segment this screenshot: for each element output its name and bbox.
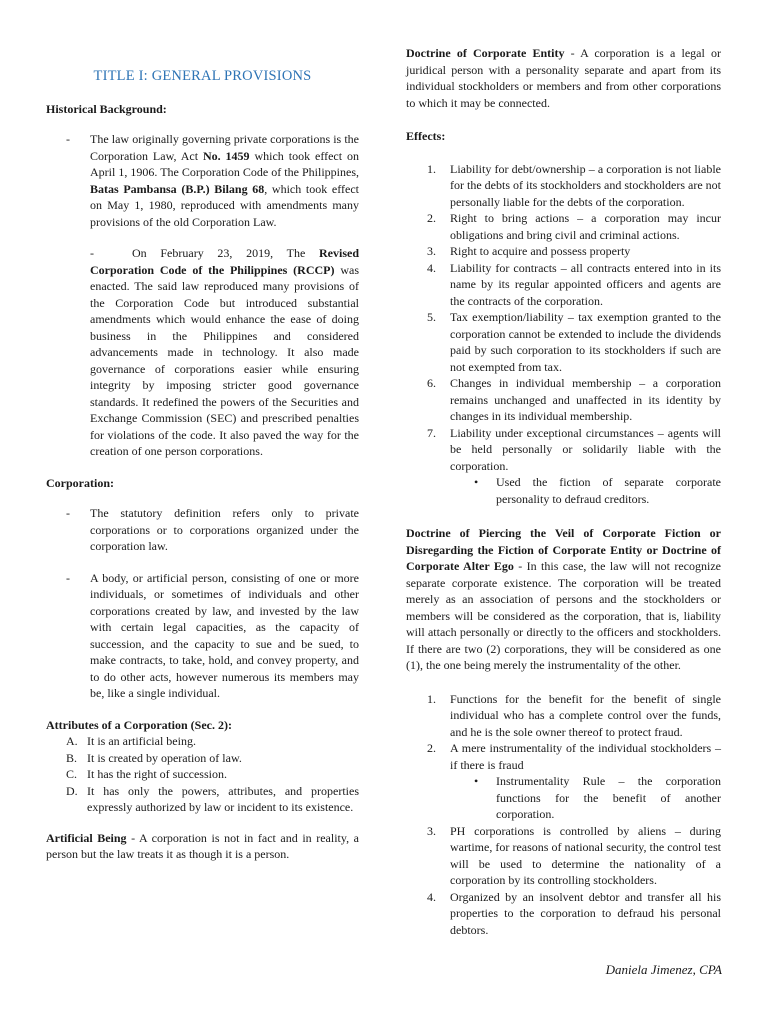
effects-heading: Effects: (406, 129, 446, 143)
piercing-veil-paragraph: Doctrine of Piercing the Veil of Corporate Fiction or Disregarding the Fiction of Corporate Entity or Doctrine of Corporate Alter Ego - In this case, the law will not recognize separate corporate existence. The corporation will be treated merely as an association of persons and the stockholders or members will be considered as the corporation, that is, liability will attach personally or directly to the officers and stockholders. If there are two (2) corporations, they will be considered as one (1), the one being merely the instrumentality of the other. (406, 526, 721, 672)
list-item: 2. A mere instrumentality of the individual stockholders – if there is fraud (427, 741, 721, 772)
list-item: 3. Right to acquire and possess property (427, 244, 631, 258)
historical-paragraph-1: - The law originally governing private corporations is the Corporation Law, Act No. 1459 which took effect on April 1, 1906. The Corporation Code of the Philippines, Batas Pambansa (B.P.) Bilang 68, which took effect on May 1, 1980, reproduced with amendments many provisions of the old Corporation Law. (66, 132, 359, 229)
bullet-icon: • (474, 475, 479, 489)
corporation-heading: Corporation: (46, 475, 114, 490)
list-item: 1. Functions for the benefit for the benefit of single individual who has a complete control over the funds, and he is the sole owner thereof to protect fraud. (427, 691, 721, 739)
list-item: C. It has the right of succession. (66, 767, 227, 781)
page-title: TITLE I: GENERAL PROVISIONS (93, 68, 312, 84)
corporation-paragraph-1: - The statutory definition refers only to private corporations or to corporations organized under the corporation law. (66, 506, 359, 553)
list-item: B. It is created by operation of law. (66, 750, 242, 765)
bullet-icon: • (474, 774, 479, 788)
artificial-being-paragraph: Artificial Being - A corporation is not in fact and in reality, a person but the law treats it as though it is a person. (46, 830, 359, 861)
corporate-entity-paragraph: Doctrine of Corporate Entity - A corporation is a legal or juridical person with a personality separate and apart from its individual stockholders or members and from other corporations to which it may be connected. (406, 46, 721, 110)
list-item: 4. Organized by an insolvent debtor and transfer all his properties to the corporation to defraud his personal debtors. (427, 889, 721, 937)
list-item: 6. Changes in individual membership – a corporation remains unchanged and unaffected in its identity by changes in its individual membership. (427, 376, 721, 423)
piercing-list-part-2 (406, 823, 721, 939)
effects-bullet: • Used the fiction of separate corporate personality to defraud creditors. (474, 475, 721, 506)
corporation-paragraph-2: - A body, or artificial person, consisting of one or more individuals, or sometimes of individuals and other corporations created by law, and invested by the law with certain legal capacities, as the capacity of succession, and the capacity to sue and be sued, to make contracts, to take, hold, and convey property, and to do other acts, however numerous its members may be, like a single individual. (66, 570, 359, 700)
list-item: 2. Right to bring actions – a corporation may incur obligations and bring civil and criminal actions. (427, 211, 721, 242)
piercing-list-part-1 (406, 691, 721, 774)
historical-paragraph-2: - On February 23, 2019, The Revised Corporation Code of the Philippines (RCCP) was enacted. The said law reproduced many provisions of the Corporation Code but introduced substantial amendments which would enhance the ease of doing business in the Philippines and considered advancements made in technology. It also made governance of corporations easier while ensuring integrity by imposing stricter good governance standards. It redefined the powers of the Securities and Exchange Commission (SEC) and prescribed penalties for violations of the code. It also paved the way for the creation of one person corporations. (90, 246, 359, 458)
right-column (406, 45, 721, 952)
list-item: D. It has only the powers, attributes, and properties expressly authorized by law or incident to its existence. (66, 783, 359, 814)
attributes-heading: Attributes of a Corporation (Sec. 2): (46, 717, 232, 732)
historical-background-heading: Historical Background: (46, 101, 167, 116)
author-signature: Daniela Jimenez, CPA (605, 962, 722, 977)
instrumentality-bullet: • Instrumentality Rule – the corporation functions for the benefit of another corporation. (474, 774, 721, 821)
left-column (46, 68, 359, 863)
list-item: 3. PH corporations is controlled by aliens – during wartime, for reasons of national security, the control test will be used to determine the nationality of a corporation by its controlling stockholders. (427, 823, 721, 887)
list-item: 4. Liability for contracts – all contracts entered into in its name by its regular appointed officers and agents are the contracts of the corporation. (427, 260, 721, 308)
list-item: 5. Tax exemption/liability – tax exemption granted to the corporation cannot be extended to include the dividends paid by such corporation to its stockholders if such are not exempted from tax. (427, 310, 721, 374)
list-item: A. It is an artificial being. (66, 734, 196, 748)
list-item: 1. Liability for debt/ownership – a corporation is not liable for the debts of its stockholders and stockholders are not personally liable for the debts of the corporation. (427, 161, 721, 209)
effects-list (406, 161, 721, 475)
list-item: 7. Liability under exceptional circumstances – agents will be held personally or solidarily liable with the corporation. (427, 425, 721, 473)
attributes-list (46, 733, 359, 816)
